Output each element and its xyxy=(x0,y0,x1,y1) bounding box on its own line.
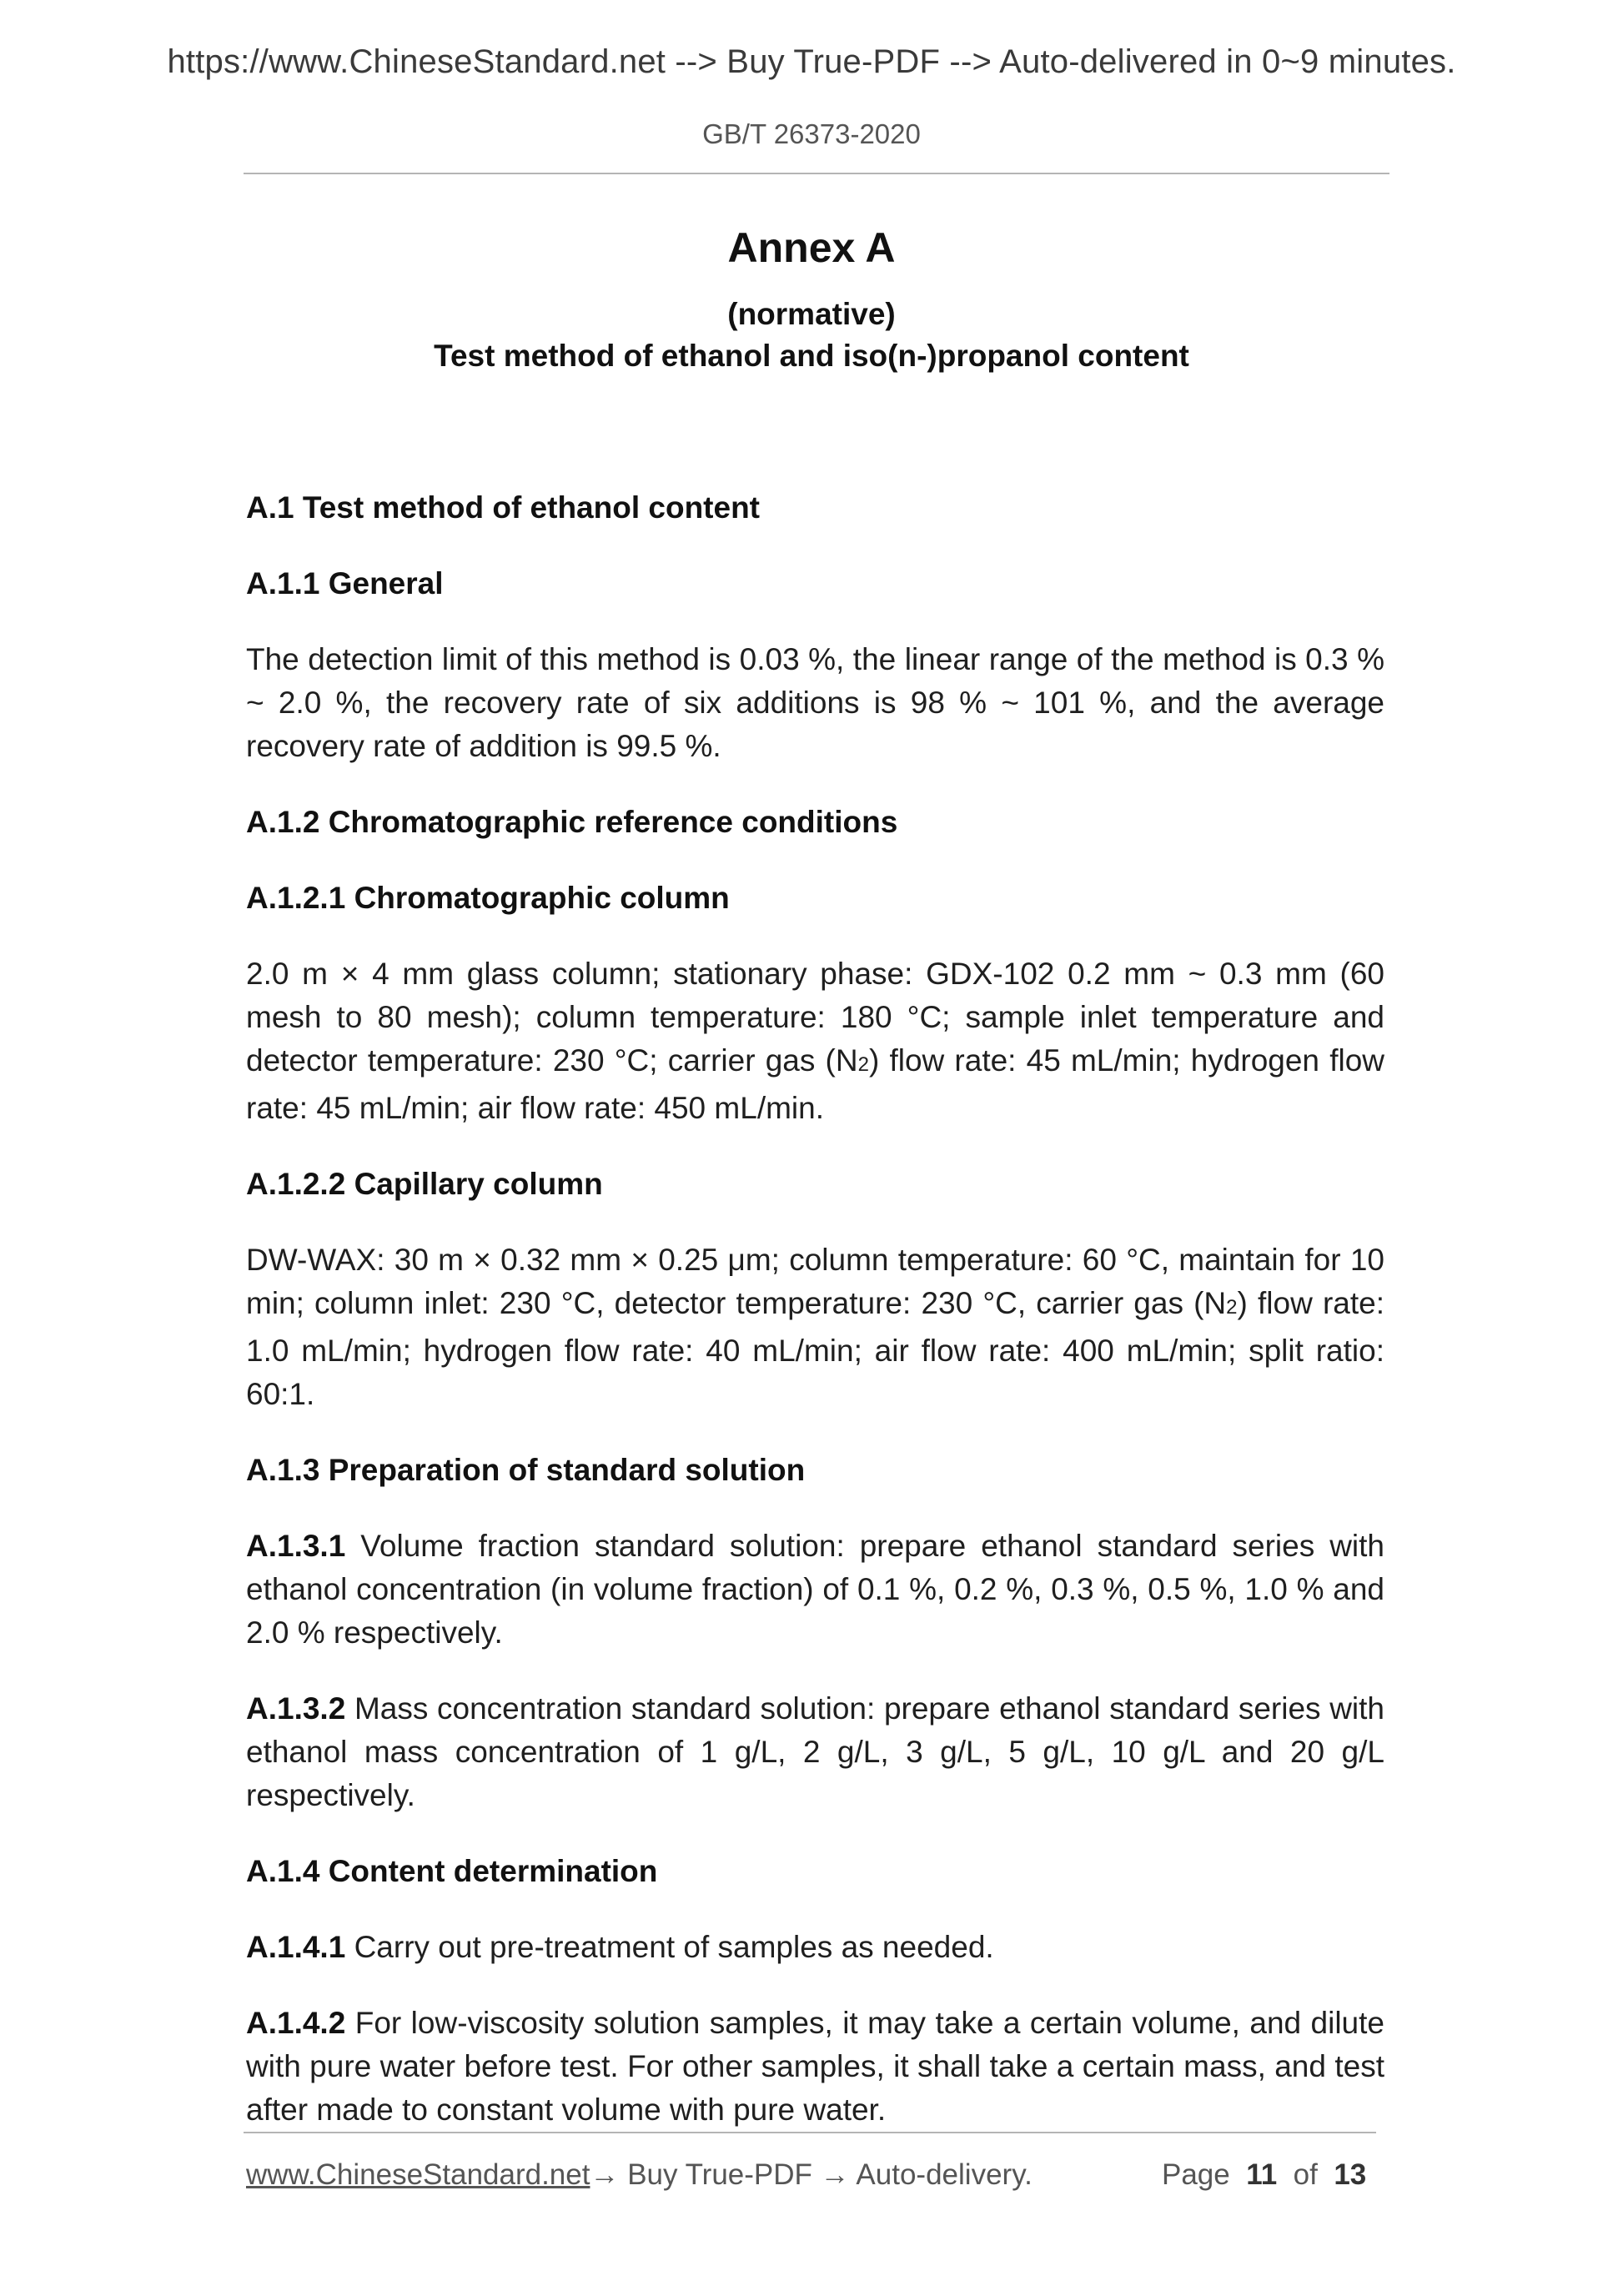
heading-a1-1: A.1.1 General xyxy=(246,566,444,600)
paragraph-a1-2-2-part-b: ) flow rate: 1.0 mL/min; hydrogen flow rate: 40 mL/min; air flow rate: 400 mL/min; split ratio: 60:1. xyxy=(246,1286,1384,1411)
paragraph-a1-2-1-part-b: ) flow rate: 45 mL/min; hydrogen flow rate: 45 mL/min; air flow rate: 450 mL/min. xyxy=(246,1043,1384,1125)
subscript-n2: 2 xyxy=(857,1053,869,1076)
paragraph-a1-3-1 xyxy=(246,1525,1384,1655)
paragraph-a1-4-2 xyxy=(246,2002,1384,2132)
page-indicator xyxy=(1162,2158,1366,2192)
document-id: GB/T 26373-2020 xyxy=(702,118,921,149)
clause-text-a1-3-2: Mass concentration standard solution: prepare ethanol standard series with ethanol mass concentration of 1 g/L, 2 g/L, 3 g/L, 5 g/L, 10 g/L and 20 g/L respectively. xyxy=(246,1691,1384,1812)
paragraph-a1-2-1-part-a: 2.0 m × 4 mm glass column; stationary phase: GDX-102 0.2 mm ~ 0.3 mm (60 mesh to 80 mesh); column temperature: 180 °C; sample inlet temperature and detector temperature: 230 °C; carrier gas (N xyxy=(246,957,1384,1078)
subscript-n2: 2 xyxy=(1226,1296,1238,1319)
page-total: 13 xyxy=(1334,2158,1367,2191)
clause-number-a1-4-1: A.1.4.1 xyxy=(246,1930,346,1964)
paragraph-a1-2-2 xyxy=(246,1238,1384,1416)
annex-subtitle: Test method of ethanol and iso(n-)propanol content xyxy=(434,339,1189,373)
heading-a1: A.1 Test method of ethanol content xyxy=(246,490,760,525)
arrow-icon: → xyxy=(590,2158,620,2191)
clause-text-a1-4-1: Carry out pre-treatment of samples as needed. xyxy=(345,1930,994,1964)
paragraph-a1-3-2 xyxy=(246,1687,1384,1817)
clause-text-a1-4-2: For low-viscosity solution samples, it may take a certain volume, and dilute with pure water before test. For other samples, it shall take a certain mass, and test after made to constant volume with pure water. xyxy=(246,2006,1384,2127)
document-body xyxy=(246,486,1384,2164)
paragraph-a1-1: The detection limit of this method is 0.03 %, the linear range of the method is 0.3 % ~ 2.0 %, the recovery rate of six additions is 98 % ~ 101 %, and the average recovery rate of addition is 99.5 %. xyxy=(246,642,1384,763)
paragraph-a1-2-1 xyxy=(246,952,1384,1130)
page-of: of xyxy=(1293,2158,1318,2191)
page-current: 11 xyxy=(1246,2158,1278,2191)
footer-divider xyxy=(244,2132,1376,2133)
page-label: Page xyxy=(1162,2158,1230,2191)
paragraph-a1-4-1 xyxy=(246,1926,1384,1969)
heading-a1-3: A.1.3 Preparation of standard solution xyxy=(246,1453,806,1487)
clause-number-a1-3-2: A.1.3.2 xyxy=(246,1691,346,1726)
clause-number-a1-3-1: A.1.3.1 xyxy=(246,1529,346,1563)
annex-title: Annex A xyxy=(727,224,896,271)
heading-a1-2: A.1.2 Chromatographic reference conditions xyxy=(246,805,898,839)
heading-a1-2-1: A.1.2.1 Chromatographic column xyxy=(246,881,730,915)
header-divider xyxy=(244,173,1389,174)
source-banner: https://www.ChineseStandard.net --> Buy True-PDF --> Auto-delivered in 0~9 minutes. xyxy=(167,43,1456,80)
heading-a1-2-2: A.1.2.2 Capillary column xyxy=(246,1167,603,1201)
heading-a1-4: A.1.4 Content determination xyxy=(246,1854,658,1888)
clause-text-a1-3-1: Volume fraction standard solution: prepare ethanol standard series with ethanol concentration (in volume fraction) of 0.1 %, 0.2 %, 0.3 %, 0.5 %, 1.0 % and 2.0 % respectively. xyxy=(246,1529,1384,1650)
arrow-icon: → xyxy=(820,2158,850,2191)
footer-auto-text: Auto-delivery. xyxy=(849,2158,1033,2191)
site-link[interactable]: www.ChineseStandard.net xyxy=(246,2158,590,2191)
paragraph-a1-2-2-part-a: DW-WAX: 30 m × 0.32 mm × 0.25 μm; column temperature: 60 °C, maintain for 10 min; column inlet: 230 °C, detector temperature: 230 °C, carrier gas (N xyxy=(246,1243,1384,1320)
clause-number-a1-4-2: A.1.4.2 xyxy=(246,2006,346,2040)
page-footer xyxy=(246,2158,1380,2192)
annex-type: (normative) xyxy=(727,297,896,331)
footer-buy-text: Buy True-PDF xyxy=(619,2158,821,2191)
